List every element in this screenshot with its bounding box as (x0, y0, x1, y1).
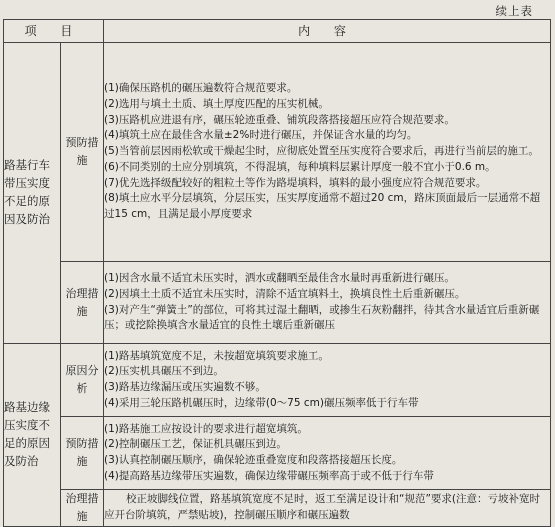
subcategory-cell: 预防措施 (61, 417, 104, 490)
list-item: (2)因填土土质不适宜未压实时，清除不适宜填料土，换填良性土后重新碾压。 (104, 287, 466, 300)
list-item: (5)当管前层因雨松软或干燥起尘时，应彻底处置至压实度符合要求后，再进行当前层的施工。 (104, 145, 539, 158)
table-row (4, 344, 551, 417)
list-item: (8)填土应水平分层填筑，分层压实，压实厚度通常不超过20 cm，路床顶面最后一层通常不超过15 cm，且满足最小厚度要求 (104, 192, 541, 221)
list-item: (3)对产生“弹簧土”的部位，可将其过湿土翻晒，或掺生石灰粉翻拌，待其含水量适宜后重新碾压；或挖除换填含水量适宜的良性土壤后重新碾压 (104, 303, 540, 332)
subcategory-cell: 原因分析 (61, 344, 104, 417)
list-item: (3)路基边缘漏压或压实遍数不够。 (104, 381, 266, 393)
content-table (3, 19, 551, 527)
continued-label: 续上表 (495, 4, 533, 18)
list-item: (4)填筑土应在最佳含水量±2%时进行碾压，并保证含水量的均匀。 (104, 129, 418, 142)
table-row (4, 417, 551, 490)
header-item: 项 目 (4, 20, 104, 43)
category-cell: 路基行车带压实度不足的原因及防治 (4, 43, 61, 344)
list-item: (1)路基填筑宽度不足，未按超宽填筑要求施工。 (104, 349, 329, 362)
list-item: (3)认真控制碾压顺序，确保轮迹重叠宽度和段落搭接超压长度。 (104, 454, 403, 466)
text-cell: 校正坡脚线位置，路基填筑宽度不足时，返工至满足设计和“规范”要求(注意：亏坡补宽时应开台阶填筑，严禁贴坡)，控制碾压顺序和碾压遍数 (104, 490, 551, 527)
list-item: (2)控制碾压工艺，保证机具碾压到边。 (104, 438, 287, 451)
list-item: (4)采用三轮压路机碾压时，边缘带(0～75 cm)碾压频率低于行车带 (104, 396, 419, 409)
list-item: (4)提高路基边缘带压实遍数，确保边缘带碾压频率高于或不低于行车带 (104, 469, 434, 482)
table-header-row (4, 20, 551, 43)
list-item: (7)优先选择级配较好的粗粒土等作为路堤填料，填料的最小强度应符合规范要求。 (104, 176, 487, 189)
subcategory-cell: 预防措施 (61, 43, 104, 262)
items-cell (104, 417, 551, 490)
list-item: (3)压路机应进退有序，碾压轮迹重叠、铺筑段落搭接超压应符合规范要求。 (104, 113, 455, 126)
category-cell: 路基边缘压实度不足的原因及防治 (4, 344, 61, 527)
list-item: (6)不同类别的土应分别填筑，不得混填，每种填料层累计厚度一般不宜小于0.6 m。 (104, 160, 496, 173)
list-item: (2)压实机具碾压不到边。 (104, 365, 224, 378)
table-row (4, 43, 551, 262)
items-cell (104, 344, 551, 417)
items-cell (104, 43, 551, 262)
list-item: (1)路基施工应按设计的要求进行超宽填筑。 (104, 422, 308, 435)
list-item: (2)选用与填土土质、填土厚度匹配的压实机械。 (104, 97, 329, 110)
subcategory-cell: 治理措施 (61, 262, 104, 344)
items-cell (104, 262, 551, 344)
list-item: (1)确保压路机的碾压遍数符合规范要求。 (104, 82, 298, 95)
subcategory-cell: 治理措施 (61, 490, 104, 527)
list-item: (1)因含水量不适宜未压实时，洒水或翻晒至最佳含水量时再重新进行碾压。 (104, 272, 455, 284)
table-row (4, 262, 551, 344)
header-content: 内 容 (104, 20, 551, 43)
